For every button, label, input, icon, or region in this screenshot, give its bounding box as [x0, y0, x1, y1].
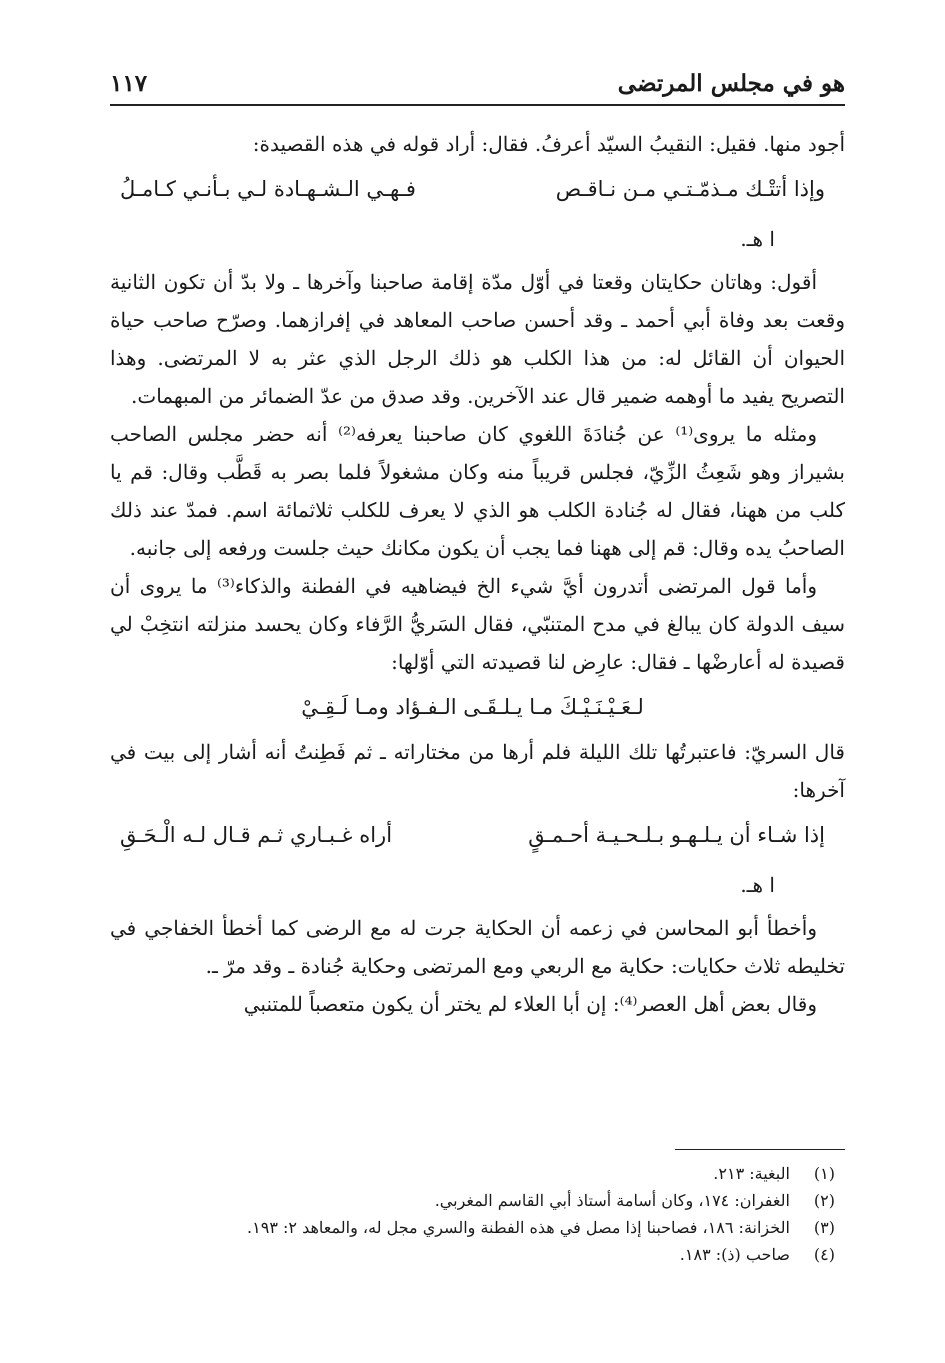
footnote-text: الخزانة: ١٨٦، فصاحبنا إذا مصل في هذه الفطنة والسري مجل له، والمعاهد ٢: ١٩٣. [247, 1218, 790, 1237]
verse-line [110, 809, 845, 861]
verse-hemistich: لـعَـيْـنَـيْـكَ مـا يـلـقَـى الـفـؤاد ومـا لَـقِـيْ [301, 695, 644, 719]
verse-second-hemistich: فـهـي الـشـهـادة لـي بـأنـي كـامـلُ [120, 177, 416, 201]
paragraph: وقال بعض أهل العصر⁽⁴⁾: إن أبا العلاء لم يختر أن يكون متعصباً للمتنبي [243, 992, 817, 1016]
verse-line [110, 681, 845, 733]
footnote-number: (٤) [813, 1245, 835, 1264]
footnote [110, 1241, 835, 1268]
footnote-divider [675, 1149, 845, 1150]
footnote-text: صاحب (ذ): ١٨٣. [679, 1245, 790, 1264]
main-text [110, 125, 845, 1023]
footnote [110, 1160, 835, 1187]
footnote-number: (٢) [813, 1191, 835, 1210]
footnote-number: (١) [813, 1164, 835, 1183]
paragraph: ومثله ما يروى⁽¹⁾ عن جُنادَةَ اللغوي كان صاحبنا يعرفه⁽²⁾ أنه حضر مجلس الصاحب بشيراز وهو شَعِثُ الزِّيّ، فجلس قريباً منه وكان مشغولاً فلما بصر به قَطَّب وقال: قم يا كلب من ههنا، فقال له جُنادة الكلب هو الذي لا يعرف للكلب ثلاثمائة اسم. فمدّ عند ذلك الصاحبُ يده وقال: قم إلى ههنا فما يجب أن يكون مكانك حيث جلست ورفعه إلى جانبه. [110, 422, 845, 560]
paragraph: أقول: وهاتان حكايتان وقعتا في أوّل مدّة إقامة صاحبنا وآخرها ـ ولا بدّ أن تكون الثانية وقعت بعد وفاة أبي أحمد ـ وقد أحسن صاحب المعاهد في إفرازهما. وصرّح صاحب حياة الحيوان أن القائل له: من هذا الكلب هو ذلك الرجل الذي عثر به لا المرتضى. وهذا التصريح يفيد ما أوهمه ضمير قال عند الآخرين. وقد صدق من عدّ الضمائر من المبهمات. [110, 270, 845, 408]
footnote [110, 1187, 835, 1214]
paragraph: وأخطأ أبو المحاسن في زعمه أن الحكاية جرت له مع الرضى كما أخطأ الخفاجي في تخليطه ثلاث حكايات: حكاية مع الربعي ومع المرتضى وحكاية جُنادة ـ وقد مرّ ـ. [110, 916, 845, 978]
paragraph: وأما قول المرتضى أتدرون أيَّ شيء الخ فيضاهيه في الفطنة والذكاء⁽³⁾ ما يروى أن سيف الدولة كان يبالغ في مدح المتنبّي، فقال السَريُّ الرَّفاء وكان يحسد منزلته انتخِبْ لي قصيدة له أعارضْها ـ فقال: عارِض لنا قصيدته التي أوّلها: [110, 574, 845, 674]
page-header [110, 70, 845, 106]
end-quote-mark: ا هـ. [740, 227, 775, 251]
page-number: ١١٧ [110, 70, 148, 97]
footnotes [110, 1160, 835, 1268]
footnote [110, 1214, 835, 1241]
paragraph: قال السريّ: فاعتبرتُها تلك الليلة فلم أرها من مختاراته ـ ثم فَطِنتُ أنه أشار إلى بيت في آخرها: [110, 740, 845, 802]
paragraph: أجود منها. فقيل: النقيبُ السيّد أعرفُ. فقال: أراد قوله في هذه القصيدة: [252, 132, 845, 156]
end-quote-mark: ا هـ. [740, 873, 775, 897]
verse-line [110, 163, 845, 215]
running-title: هو في مجلس المرتضى [617, 70, 845, 97]
verse-first-hemistich: وإذا أتتْـك مـذمّـتـي مـن نـاقـص [555, 177, 825, 201]
verse-second-hemistich: أراه غـبـاري ثـم قـال لـه الْـحَـقِ [120, 823, 393, 847]
footnote-number: (٣) [813, 1218, 835, 1237]
footnote-text: الغفران: ١٧٤، وكان أسامة أستاذ أبي القاسم المغربي. [434, 1191, 790, 1210]
verse-first-hemistich: إذا شـاء أن يـلـهـو بـلـحـيـة أحـمـقٍ [528, 823, 825, 847]
footnote-text: البغية: ٢١٣. [713, 1164, 790, 1183]
